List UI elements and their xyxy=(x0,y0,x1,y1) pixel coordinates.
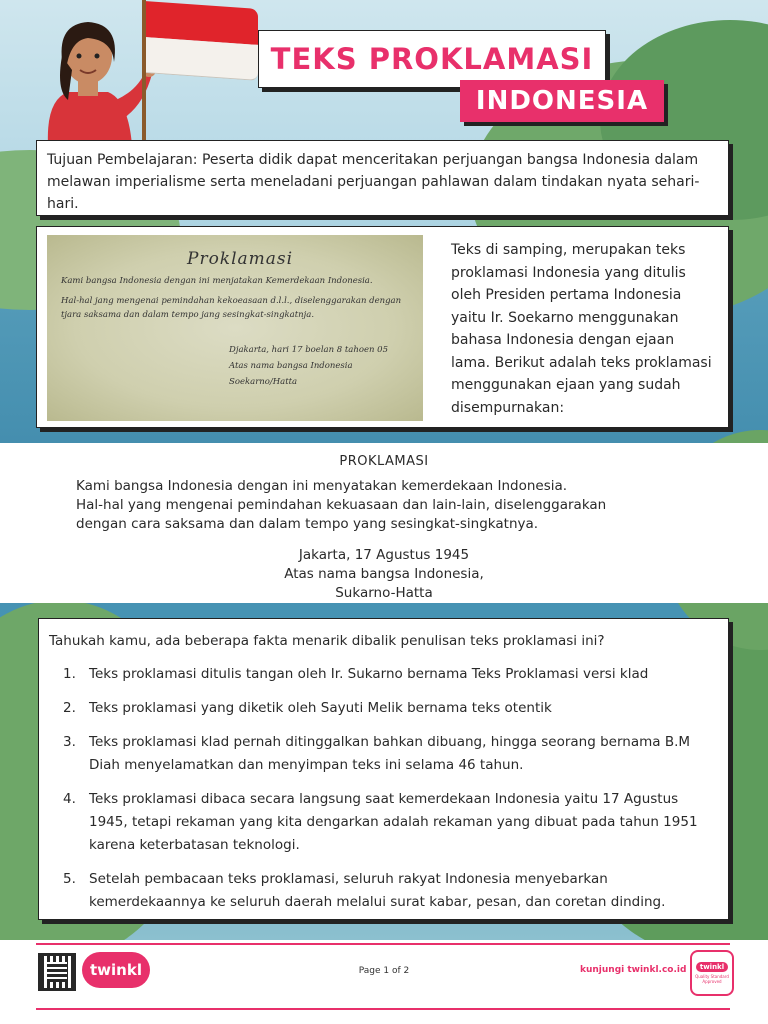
list-number: 4. xyxy=(63,791,76,807)
list-text: Teks proklamasi klad pernah ditinggalkan bahkan dibuang, hingga seorang bernama B.M Diah menyelamatkan dan menyimpan teks ini selama 46 tahun. xyxy=(89,734,691,773)
list-number: 5. xyxy=(63,871,76,887)
page-subtitle: INDONESIA xyxy=(460,80,664,122)
learning-objective-box xyxy=(36,140,729,216)
website-link[interactable]: kunjungi twinkl.co.id xyxy=(580,965,687,975)
list-number: 2. xyxy=(63,700,76,716)
list-text: Teks proklamasi yang diketik oleh Sayuti Melik bernama teks otentik xyxy=(89,700,552,716)
proclamation-body xyxy=(76,477,768,534)
handwritten-sign-line: Soekarno/Hatta xyxy=(229,377,298,387)
badge-text: Quality Standard Approved xyxy=(695,974,729,984)
list-item xyxy=(49,697,718,720)
page-number: Page 1 of 2 xyxy=(358,966,410,976)
list-text: Teks proklamasi dibaca secara langsung saat kemerdekaan Indonesia yaitu 17 Agustus 1945, tetapi rekaman yang kita dengarkan adalah rekaman yang dibuat pada tahun 1951 karena keterbatasan teknologi. xyxy=(89,791,698,853)
list-item xyxy=(49,868,718,914)
handwritten-sign-line: Atas nama bangsa Indonesia xyxy=(229,361,353,371)
proclamation-section xyxy=(0,448,768,601)
proclamation-title: PROKLAMASI xyxy=(339,454,429,469)
footer-divider xyxy=(36,943,730,945)
girl-illustration xyxy=(28,0,158,145)
proclamation-line: Kami bangsa Indonesia dengan ini menyatakan kemerdekaan Indonesia. xyxy=(76,478,568,494)
list-text: Teks proklamasi ditulis tangan oleh Ir. Sukarno bernama Teks Proklamasi versi klad xyxy=(89,666,649,682)
proclamation-signature xyxy=(0,546,768,603)
proclamation-sign-line: Sukarno-Hatta xyxy=(335,585,433,601)
handwritten-sign-line: Djakarta, hari 17 boelan 8 tahoen 05 xyxy=(229,345,388,355)
indonesia-flag-white xyxy=(146,37,258,81)
learning-objective-text: Tujuan Pembelajaran: Peserta didik dapat menceritakan perjuangan bangsa Indonesia dalam melawan imperialisme serta meneladani perjuangan pahlawan dalam tindakan nyata sehari-hari. xyxy=(47,152,700,212)
badge-logo: twinkl xyxy=(696,962,728,972)
handwritten-line: Hal-hal jang mengenai pemindahan kekoeasaan d.l.l., diselenggarakan dengan tjara saksama dan dalam tempo jang sesingkat-singkatnja. xyxy=(61,296,402,320)
footer-bottom-divider xyxy=(36,1008,730,1010)
quality-badge xyxy=(690,950,734,996)
facts-box xyxy=(38,618,729,920)
list-item xyxy=(49,663,718,686)
handwritten-title: Proklamasi xyxy=(187,249,294,269)
proclamation-line: dengan cara saksama dan dalam tempo yang sesingkat-singkatnya. xyxy=(76,516,539,532)
facts-intro: Tahukah kamu, ada beberapa fakta menarik dibalik penulisan teks proklamasi ini? xyxy=(49,633,605,649)
proclamation-sign-line: Atas nama bangsa Indonesia, xyxy=(284,566,484,582)
proclamation-sign-line: Jakarta, 17 Agustus 1945 xyxy=(298,547,470,563)
handwritten-signature-block xyxy=(229,342,409,390)
list-item xyxy=(49,788,718,857)
twinkl-logo: twinkl xyxy=(82,952,150,988)
proclamation-line: Hal-hal yang mengenai pemindahan kekuasaan dan lain-lain, diselenggarakan xyxy=(76,497,607,513)
facts-list xyxy=(49,663,718,914)
list-number: 3. xyxy=(63,734,76,750)
handwritten-proclamation-image xyxy=(47,235,423,421)
list-text: Setelah pembacaan teks proklamasi, seluruh rakyat Indonesia menyebarkan kemerdekaannya ke seluruh daerah melalui surat kabar, pesan, dan coretan dinding. xyxy=(89,871,666,910)
list-number: 1. xyxy=(63,666,76,682)
original-text-box xyxy=(36,226,729,428)
explanation-text: Teks di samping, merupakan teks proklamasi Indonesia yang ditulis oleh Presiden pertama Indonesia yaitu Ir. Soekarno menggunakan bahasa Indonesia dengan ejaan lama. Berikut adalah teks proklamasi menggunakan ejaan yang sudah disempurnakan: xyxy=(451,242,712,416)
page-title: TEKS PROKLAMASI xyxy=(270,42,594,76)
list-item xyxy=(49,731,718,777)
handwritten-line: Kami bangsa Indonesia dengan ini menjatakan Kemerdekaan Indonesia. xyxy=(61,276,373,286)
